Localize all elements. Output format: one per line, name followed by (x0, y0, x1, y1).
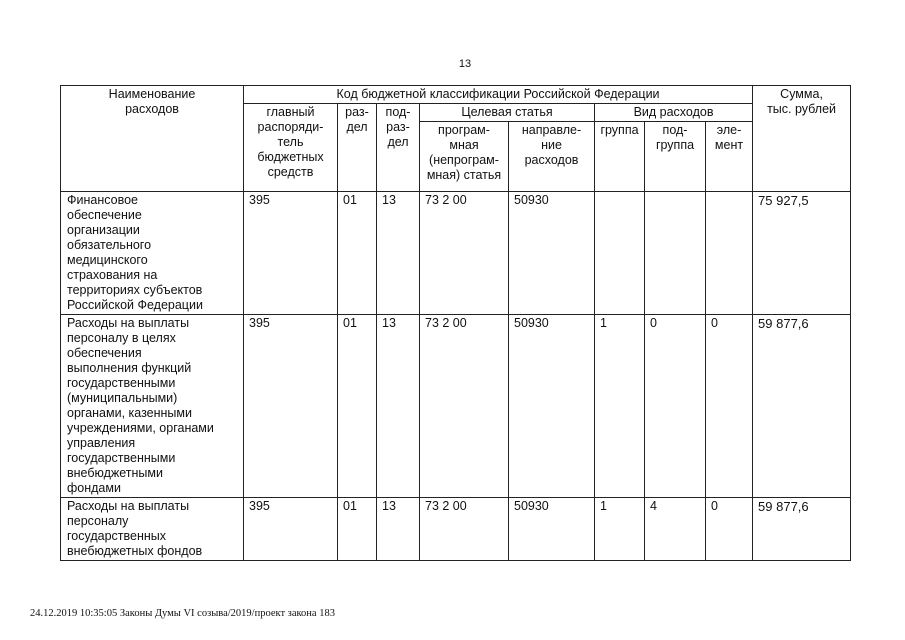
row-element (706, 192, 753, 315)
header-direction: направле- ние расходов (509, 122, 595, 192)
row-program: 73 2 00 (420, 315, 509, 498)
row-subgroup: 0 (645, 315, 706, 498)
row-manager: 395 (244, 192, 338, 315)
budget-table (60, 85, 851, 561)
row-group (595, 192, 645, 315)
header-name: Наименование расходов (61, 86, 244, 192)
row-direction: 50930 (509, 315, 595, 498)
page-number: 13 (458, 58, 472, 70)
header-budget-code: Код бюджетной классификации Российской Федерации (244, 86, 753, 104)
row-program: 73 2 00 (420, 498, 509, 561)
row-manager: 395 (244, 315, 338, 498)
row-subsection: 13 (377, 192, 420, 315)
table-row (61, 192, 851, 315)
row-section: 01 (338, 315, 377, 498)
row-subgroup: 4 (645, 498, 706, 561)
row-name: Расходы на выплаты персоналу государственных внебюджетных фондов (61, 498, 244, 561)
header-row-1 (61, 86, 851, 104)
header-target-item: Целевая статья (420, 104, 595, 122)
document-footer: 24.12.2019 10:35:05 Законы Думы VI созыва/2019/проект закона 183 (30, 608, 335, 619)
row-sum: 59 877,6 (753, 498, 851, 561)
row-sum: 59 877,6 (753, 315, 851, 498)
row-section: 01 (338, 498, 377, 561)
header-section: раз- дел (338, 104, 377, 192)
header-element: эле- мент (706, 122, 753, 192)
row-name: Финансовое обеспечение организации обязательного медицинского страхования на территориях субъектов Российской Федерации (61, 192, 244, 315)
row-subsection: 13 (377, 498, 420, 561)
row-subgroup (645, 192, 706, 315)
row-element: 0 (706, 315, 753, 498)
row-name: Расходы на выплаты персоналу в целях обеспечения выполнения функций государственными (муниципальными) органами, казенными учреждениями, органами управления государственными внебюджетными фондами (61, 315, 244, 498)
row-group: 1 (595, 315, 645, 498)
row-group: 1 (595, 498, 645, 561)
row-section: 01 (338, 192, 377, 315)
row-program: 73 2 00 (420, 192, 509, 315)
row-direction: 50930 (509, 498, 595, 561)
row-manager: 395 (244, 498, 338, 561)
header-subsection: под- раз- дел (377, 104, 420, 192)
header-group: группа (595, 122, 645, 192)
header-main-manager: главный распоряди- тель бюджетных средств (244, 104, 338, 192)
table-row (61, 498, 851, 561)
header-subgroup: под- группа (645, 122, 706, 192)
row-direction: 50930 (509, 192, 595, 315)
row-subsection: 13 (377, 315, 420, 498)
header-sum: Сумма, тыс. рублей (753, 86, 851, 192)
row-sum: 75 927,5 (753, 192, 851, 315)
table-row (61, 315, 851, 498)
row-element: 0 (706, 498, 753, 561)
header-expense-type: Вид расходов (595, 104, 753, 122)
header-program: програм- мная (непрограм- мная) статья (420, 122, 509, 192)
